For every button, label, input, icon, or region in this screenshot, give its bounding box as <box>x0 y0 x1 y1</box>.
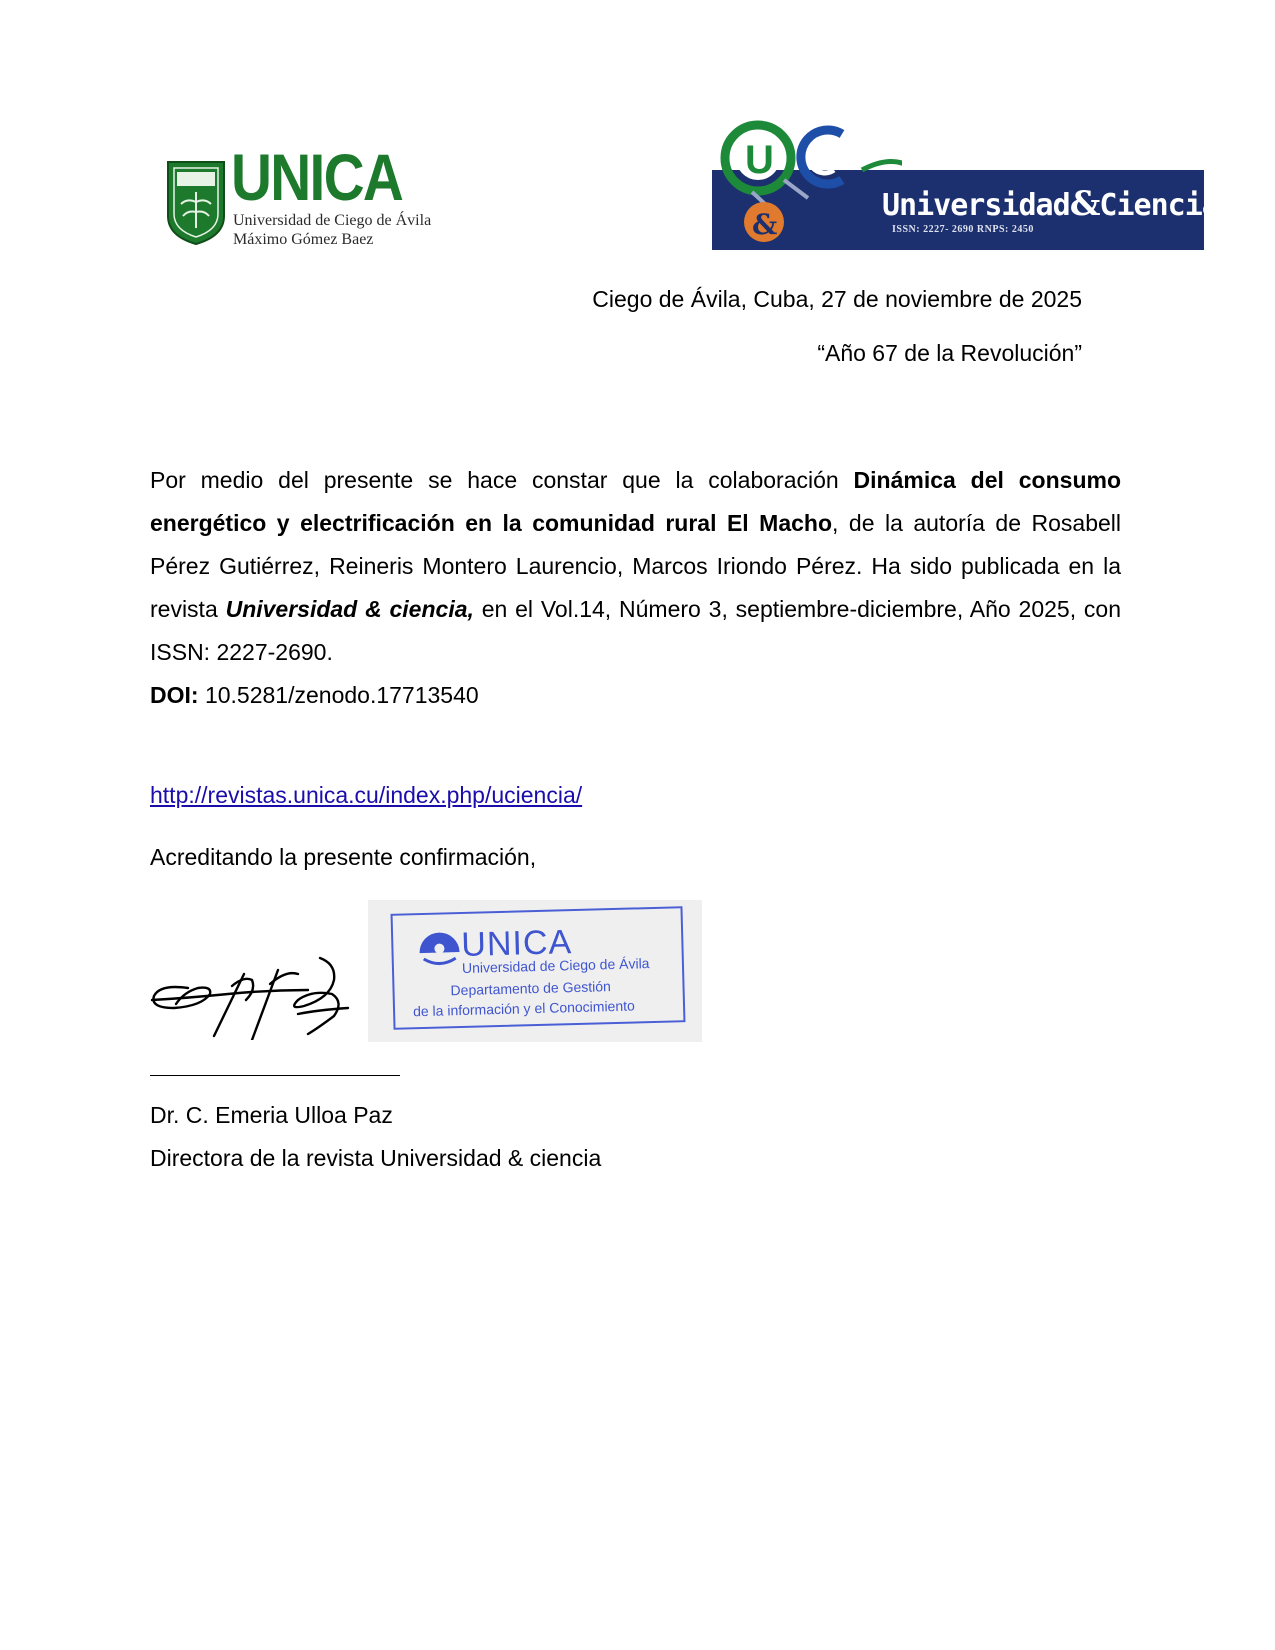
closing-text: Acreditando la presente confirmación, <box>150 844 537 870</box>
journal-logo-title-part1: Universidad <box>882 188 1070 223</box>
signer-name: Dr. C. Emeria Ulloa Paz <box>150 1102 393 1128</box>
institutional-stamp <box>368 900 702 1042</box>
doi-label: DOI: <box>150 682 199 708</box>
journal-logo-ampersand: & <box>1069 184 1100 224</box>
stamp-department-detail: de la información y el Conocimiento <box>412 997 636 1020</box>
journal-logo <box>712 118 1219 250</box>
signer-role: Directora de la revista Universidad & ciencia <box>150 1145 602 1171</box>
journal-logo-title-part2: Ciencia <box>1099 188 1219 223</box>
publication-details: en el Vol.14, Número 3, septiembre-diciembre, Año 2025, con ISSN: 2227-2690. <box>150 596 1121 665</box>
stamp-frame <box>391 906 686 1030</box>
authors-text: , de la autoría de Rosabell Pérez Gutiérrez, Reineris Montero Laurencio, Marcos Iriondo Pérez. Ha sido publicada en la revista <box>150 510 1121 622</box>
journal-uyc-icon <box>712 118 902 250</box>
body-paragraph <box>150 459 1121 717</box>
article-title: Dinámica del consumo energético y electrificación en la comunidad rural El Macho <box>150 467 1121 536</box>
journal-name: Universidad & ciencia, <box>225 596 474 622</box>
date-line: Ciego de Ávila, Cuba, 27 de noviembre de 2025 <box>592 286 1082 312</box>
unica-shield-icon <box>165 158 227 246</box>
journal-website-link[interactable]: http://revistas.unica.cu/index.php/uciencia/ <box>150 782 583 808</box>
doi-value: 10.5281/zenodo.17713540 <box>198 682 479 708</box>
svg-text:U: U <box>745 138 774 182</box>
signature-line <box>150 1075 400 1076</box>
journal-logo-issn: ISSN: 2227- 2690 RNPS: 2450 <box>892 224 1034 235</box>
intro-text: Por medio del presente se hace constar que la colaboración <box>150 467 854 493</box>
year-motto: “Año 67 de la Revolución” <box>817 340 1082 366</box>
stamp-emblem-icon <box>417 928 462 973</box>
stamp-department: Departamento de Gestión <box>450 978 612 999</box>
svg-text:&: & <box>752 208 778 241</box>
unica-logo-university-name: Universidad de Ciego de Ávila <box>233 212 432 229</box>
handwritten-signature <box>148 950 358 1040</box>
journal-logo-title <box>882 184 1219 224</box>
stamp-word: UNICA <box>460 923 573 964</box>
unica-logo <box>165 140 432 252</box>
unica-logo-word: UNICA <box>231 140 403 214</box>
stamp-university: Universidad de Ciego de Ávila <box>461 955 650 976</box>
unica-logo-patron-name: Máximo Gómez Baez <box>233 231 374 248</box>
